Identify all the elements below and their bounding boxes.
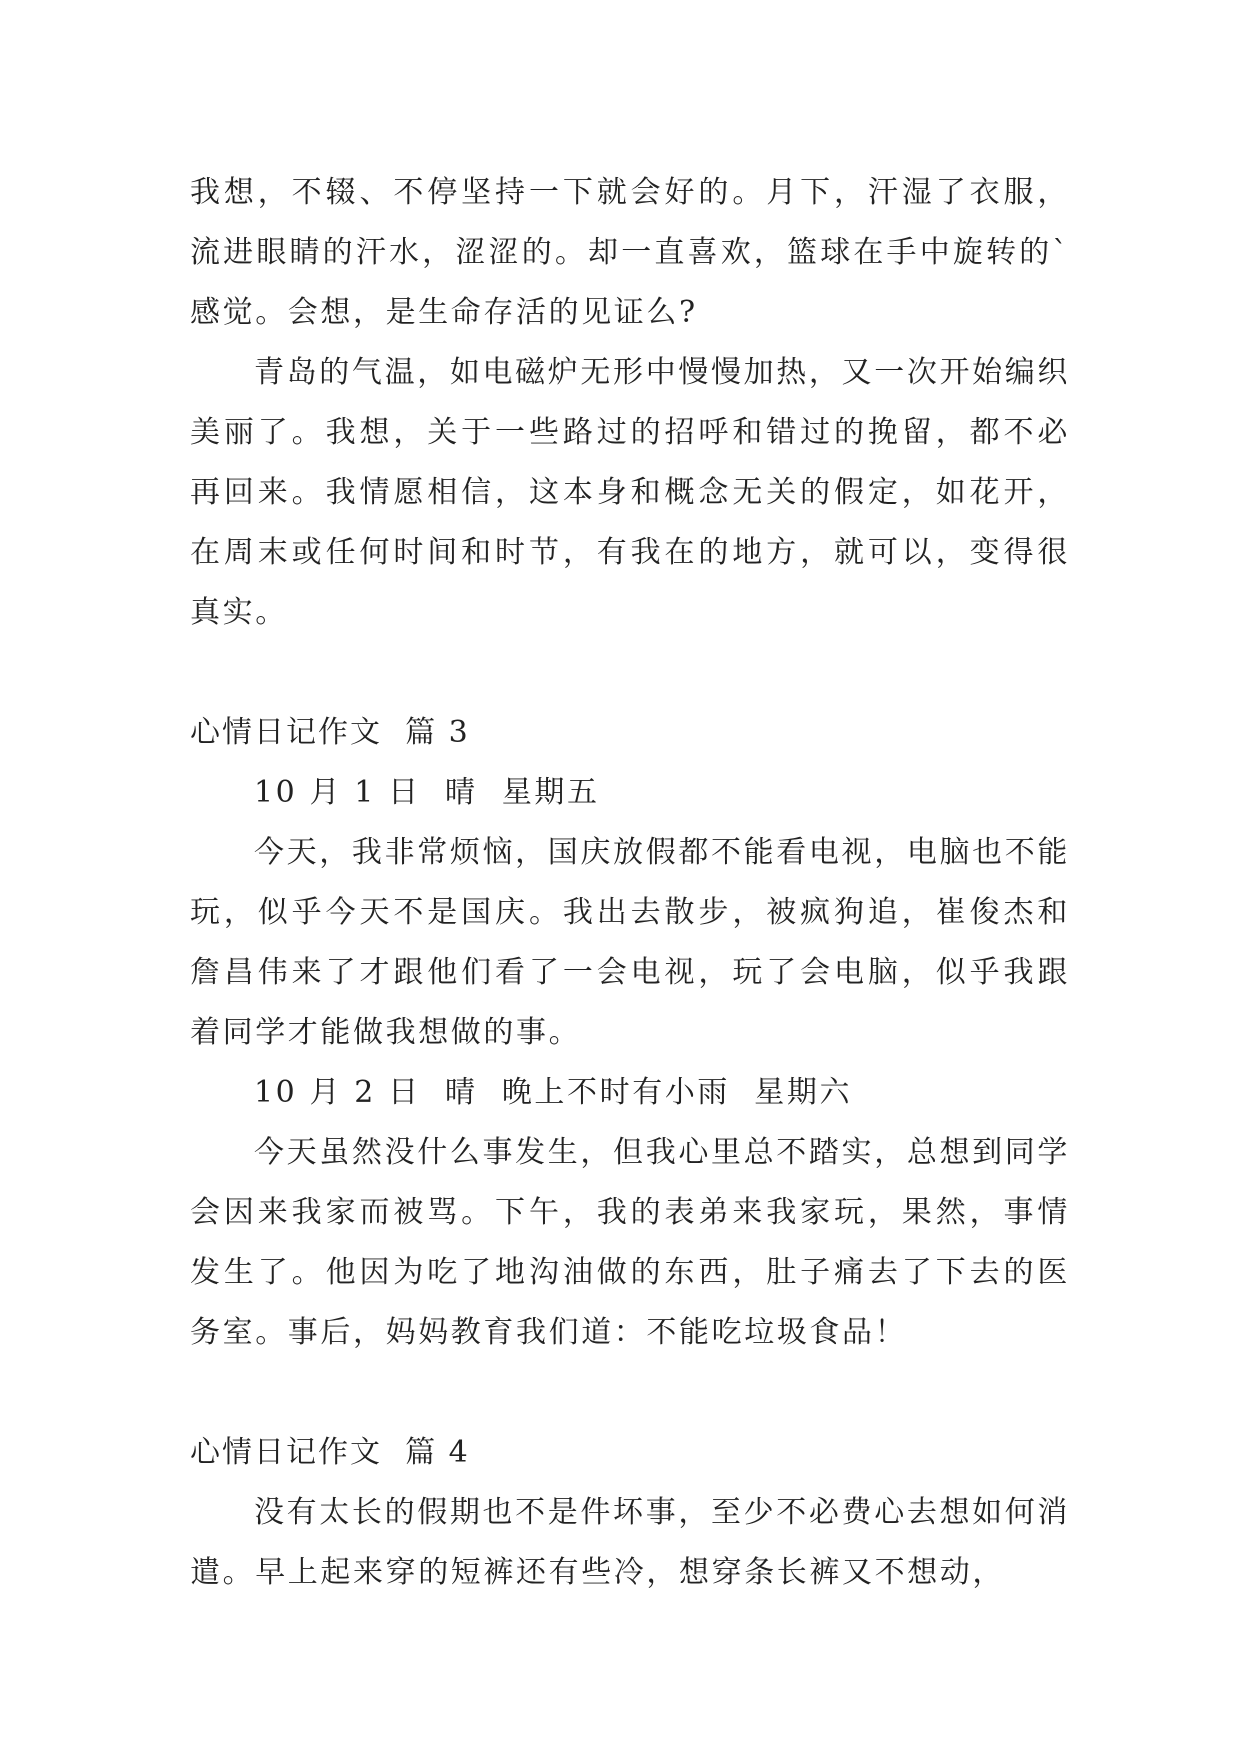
paragraph: 今天，我非常烦恼，国庆放假都不能看电视，电脑也不能玩，似乎今天不是国庆。我出去散步，被疯狗追，崔俊杰和詹昌伟来了才跟他们看了一会电视，玩了会电脑，似乎我跟着同学才能做我想做的事。 <box>190 835 1070 1050</box>
section-gap <box>190 1363 1070 1423</box>
section-heading: 心情日记作文 篇 4 <box>190 1435 470 1470</box>
paragraph: 我想，不辍、不停坚持一下就会好的。月下，汗湿了衣服，流进眼睛的汗水，涩涩的。却一直喜欢，篮球在手中旋转的`感觉。会想，是生命存活的见证么? <box>190 175 1070 330</box>
paragraph: 青岛的气温，如电磁炉无形中慢慢加热，又一次开始编织美丽了。我想，关于一些路过的招呼和错过的挽留，都不必再回来。我情愿相信，这本身和概念无关的假定，如花开，在周末或任何时间和时节，有我在的地方，就可以，变得很真实。 <box>190 355 1070 630</box>
document-body <box>190 163 1070 1603</box>
paragraph: 今天虽然没什么事发生，但我心里总不踏实，总想到同学会因来我家而被骂。下午，我的表弟来我家玩，果然，事情发生了。他因为吃了地沟油做的东西，肚子痛去了下去的医务室。事后，妈妈教育我们道：不能吃垃圾食品！ <box>190 1135 1070 1350</box>
diary-date-line: 10 月 1 日 晴 星期五 <box>254 775 600 810</box>
section-heading: 心情日记作文 篇 3 <box>190 715 470 750</box>
diary-date-line: 10 月 2 日 晴 晚上不时有小雨 星期六 <box>254 1075 853 1110</box>
section-gap <box>190 643 1070 703</box>
paragraph: 没有太长的假期也不是件坏事，至少不必费心去想如何消遣。早上起来穿的短裤还有些冷，想穿条长裤又不想动， <box>190 1495 1070 1590</box>
